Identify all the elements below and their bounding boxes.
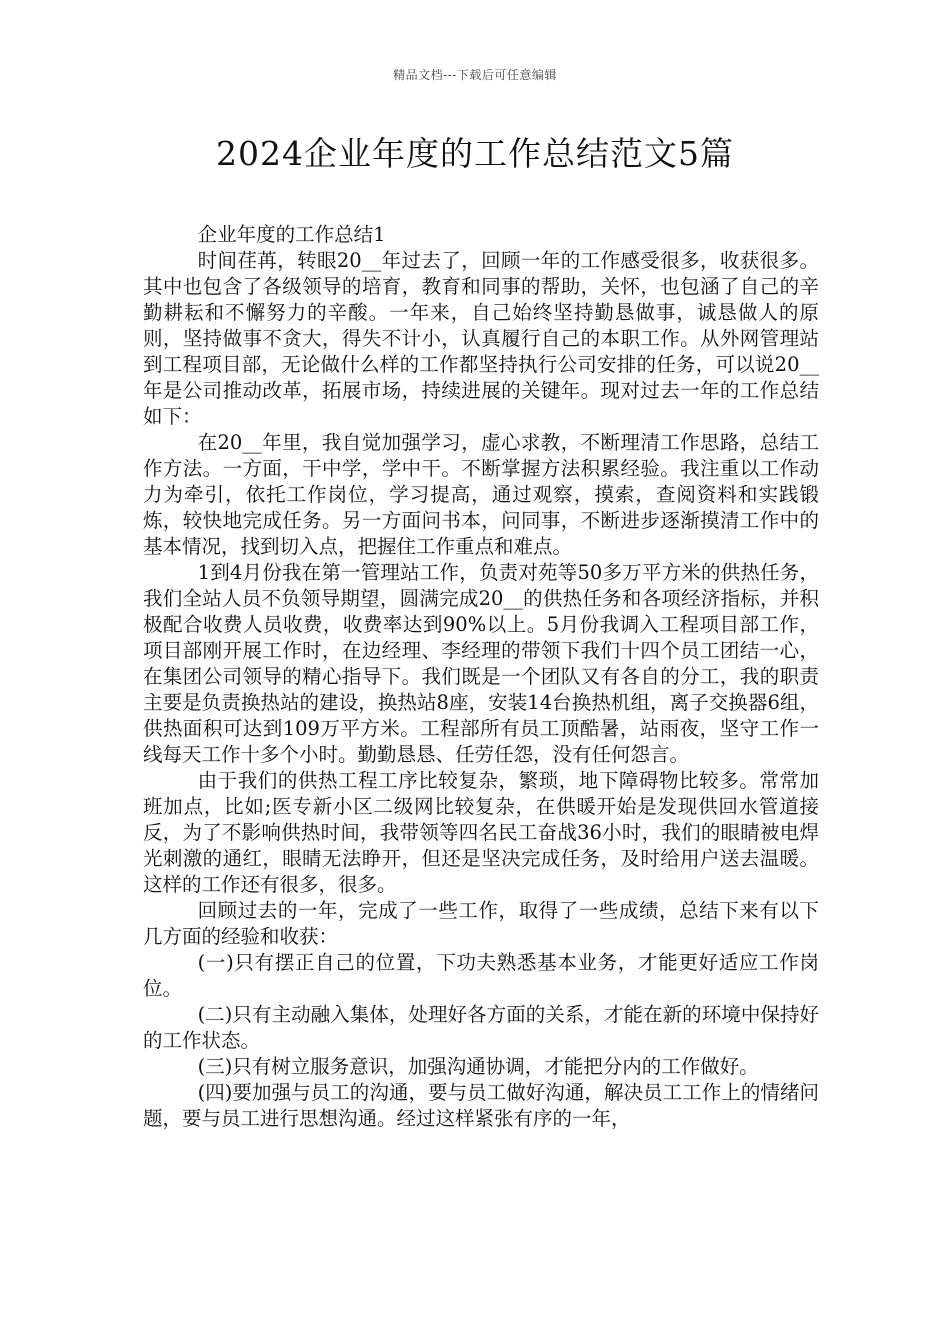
list-item: (三)只有树立服务意识，加强沟通协调，才能把分内的工作做好。 bbox=[197, 1055, 759, 1078]
paragraph: 由于我们的供热工程工序比较复杂，繁琐，地下障碍物比较多。常常加班加点，比如;医专新小区二级网比较复杂，在供暖开始是发现供回水管道接反，为了不影响供热时间，我带领等四名民工奋战36小时，我们的眼睛被电焊光刺激的通红，眼睛无法睁开，但还是坚决完成任务，及时给用户送去温暖。这样的工作还有很多，很多。 bbox=[143, 769, 819, 896]
paragraph: 回顾过去的一年，完成了一些工作，取得了一些成绩，总结下来有以下几方面的经验和收获： bbox=[143, 899, 819, 948]
section-heading: 企业年度的工作总结1 bbox=[197, 223, 386, 246]
page-header: 精品文档---下载后可任意编辑 bbox=[393, 68, 557, 82]
paragraph: 时间荏苒，转眼20__年过去了，回顾一年的工作感受很多，收获很多。其中也包含了各级领导的培育，教育和同事的帮助，关怀，也包涵了自己的辛勤耕耘和不懈努力的辛酸。一年来，自己始终坚持勤恳做事，诚恳做人的原则，坚持做事不贪大，得失不计小，认真履行自己的本职工作。从外网管理站到工程项目部，无论做什么样的工作都坚持执行公司安排的任务，可以说20__年是公司推动改革，拓展市场，持续进展的关键年。现对过去一年的工作总结如下： bbox=[143, 249, 819, 428]
document-body bbox=[143, 222, 819, 1132]
list-item: (二)只有主动融入集体，处理好各方面的关系，才能在新的环境中保持好的工作状态。 bbox=[143, 1003, 819, 1052]
list-item: (四)要加强与员工的沟通，要与员工做好沟通，解决员工工作上的情绪问题，要与员工进行思想沟通。经过这样紧张有序的一年， bbox=[143, 1081, 819, 1130]
document-title: 2024企业年度的工作总结范文5篇 bbox=[216, 134, 734, 173]
list-item: (一)只有摆正自己的位置，下功夫熟悉基本业务，才能更好适应工作岗位。 bbox=[143, 951, 819, 1000]
paragraph: 在20__年里，我自觉加强学习，虚心求教，不断理清工作思路，总结工作方法。一方面，干中学，学中干。不断掌握方法积累经验。我注重以工作动力为牵引，依托工作岗位，学习提高，通过观察，摸索，查阅资料和实践锻炼，较快地完成任务。另一方面问书本，问同事，不断进步逐渐摸清工作中的基本情况，找到切入点，把握住工作重点和难点。 bbox=[143, 431, 819, 558]
paragraph: 1到4月份我在第一管理站工作，负责对苑等50多万平方米的供热任务，我们全站人员不负领导期望，圆满完成20__的供热任务和各项经济指标，并积极配合收费人员收费，收费率达到90%以上。5月份我调入工程项目部工作，项目部刚开展工作时，在边经理、李经理的带领下我们十四个员工团结一心，在集团公司领导的精心指导下。我们既是一个团队又有各自的分工，我的职责主要是负责换热站的建设，换热站8座，安装14台换热机组，离子交换器6组，供热面积可达到109万平方米。工程部所有员工顶酷暑，站雨夜，坚守工作一线每天工作十多个小时。勤勤恳恳、任劳任怨，没有任何怨言。 bbox=[143, 561, 819, 766]
